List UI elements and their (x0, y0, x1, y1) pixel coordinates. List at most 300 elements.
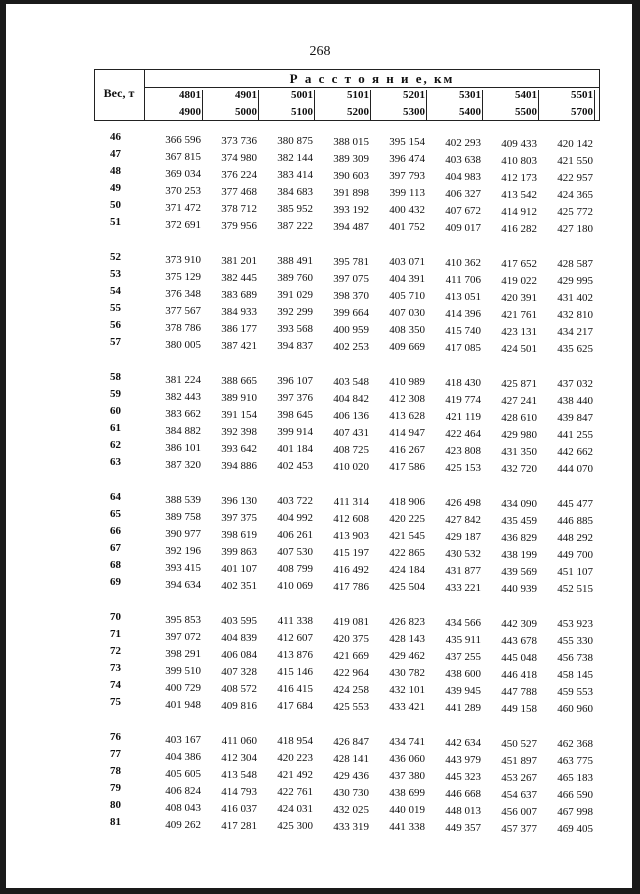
distance-header: Р а с с т о я н и е, км (289, 71, 455, 86)
range-divider (482, 90, 483, 120)
row-weight: 63 (110, 456, 121, 468)
table-cell: 428 143 (389, 633, 425, 646)
table-cell: 451 897 (501, 754, 537, 767)
table-cell: 435 625 (557, 343, 593, 356)
table-cell: 404 391 (389, 273, 425, 286)
table-cell: 404 386 (165, 751, 201, 763)
row-weight: 62 (110, 439, 121, 451)
table-cell: 415 146 (277, 666, 313, 679)
table-cell: 399 863 (221, 545, 257, 558)
table-cell: 417 085 (445, 342, 481, 354)
table-cell: 385 952 (277, 203, 313, 216)
row-weight: 67 (110, 542, 121, 554)
table-cell: 428 610 (501, 411, 537, 424)
table-cell: 403 167 (165, 734, 201, 746)
table-cell: 428 587 (557, 258, 593, 271)
row-weight: 68 (110, 559, 121, 571)
table-cell: 465 183 (557, 772, 593, 785)
table-cell: 399 510 (165, 665, 201, 677)
table-cell: 438 440 (557, 395, 593, 408)
row-weight: 60 (110, 405, 121, 417)
table-cell: 410 020 (333, 460, 369, 473)
table-cell: 420 375 (333, 632, 369, 645)
table-cell: 455 330 (557, 635, 593, 648)
range-to: 5500 (515, 106, 537, 118)
table-cell: 440 939 (501, 582, 537, 595)
table-cell: 447 788 (501, 685, 537, 698)
table-cell: 425 504 (389, 581, 425, 594)
table-cell: 430 730 (333, 786, 369, 799)
range-from: 4801 (179, 89, 201, 101)
table-cell: 436 829 (501, 531, 537, 544)
table-cell: 422 464 (445, 428, 481, 440)
range-to: 5700 (571, 106, 593, 118)
distance-range-header (329, 88, 369, 119)
table-cell: 397 075 (333, 272, 369, 285)
table-cell: 397 072 (165, 631, 201, 643)
table-cell: 443 678 (501, 634, 537, 647)
table-cell: 446 418 (501, 668, 537, 681)
table-cell: 423 808 (445, 445, 481, 457)
table-cell: 415 740 (445, 325, 481, 337)
table-cell: 430 782 (389, 667, 425, 680)
table-cell: 382 445 (221, 271, 257, 284)
table-cell: 417 281 (221, 819, 257, 832)
table-cell: 420 223 (277, 752, 313, 765)
table-cell: 431 402 (557, 292, 593, 305)
table-cell: 410 803 (501, 154, 537, 167)
table-cell: 378 786 (165, 322, 201, 334)
table-cell: 391 154 (221, 408, 257, 421)
table-cell: 401 948 (165, 699, 201, 711)
table-cell: 441 255 (557, 429, 593, 442)
row-weight: 72 (110, 645, 121, 657)
distance-range-header (553, 88, 593, 119)
row-weight: 57 (110, 336, 121, 348)
table-cell: 445 477 (557, 498, 593, 511)
table-cell: 406 261 (277, 529, 313, 542)
table-cell: 453 923 (557, 618, 593, 631)
table-cell: 393 192 (333, 203, 369, 216)
range-divider (370, 90, 371, 120)
table-cell: 417 586 (389, 461, 425, 474)
table-cell: 439 945 (445, 685, 481, 697)
table-cell: 425 871 (501, 377, 537, 390)
table-cell: 394 837 (277, 340, 313, 353)
table-cell: 386 101 (165, 442, 201, 454)
table-cell: 441 338 (389, 821, 425, 834)
table-cell: 446 885 (557, 515, 593, 528)
table-cell: 387 421 (221, 339, 257, 352)
page-number: 268 (309, 44, 331, 59)
table-cell: 393 642 (221, 442, 257, 455)
table-cell: 463 775 (557, 755, 593, 768)
table-cell: 397 376 (277, 392, 313, 405)
table-cell: 408 799 (277, 563, 313, 576)
table-cell: 417 786 (333, 580, 369, 593)
table-cell: 371 472 (165, 202, 201, 214)
range-from: 5201 (403, 89, 425, 101)
table-cell: 383 414 (277, 169, 313, 182)
table-cell: 434 741 (389, 736, 425, 749)
table-cell: 404 842 (333, 392, 369, 405)
table-cell: 406 084 (221, 648, 257, 661)
table-cell: 438 600 (445, 668, 481, 680)
row-weight: 78 (110, 765, 121, 777)
table-cell: 418 954 (277, 735, 313, 748)
row-weight: 47 (110, 148, 121, 160)
table-cell: 430 532 (445, 548, 481, 560)
table-cell: 395 853 (165, 614, 201, 626)
table-cell: 436 060 (389, 753, 425, 766)
row-weight: 70 (110, 611, 121, 623)
table-cell: 388 015 (333, 135, 369, 148)
table-cell: 394 886 (221, 459, 257, 472)
table-cell: 424 184 (389, 564, 425, 577)
table-cell: 423 131 (501, 325, 537, 338)
table-cell: 416 037 (221, 802, 257, 815)
table-cell: 462 368 (557, 738, 593, 751)
table-cell: 429 462 (389, 650, 425, 663)
row-weight: 79 (110, 782, 121, 794)
row-weight: 52 (110, 251, 121, 263)
table-cell: 459 553 (557, 686, 593, 699)
table-cell: 396 474 (389, 153, 425, 166)
table-cell: 392 196 (165, 545, 201, 557)
row-weight: 51 (110, 216, 121, 228)
table-cell: 445 323 (445, 771, 481, 783)
table-cell: 437 380 (389, 770, 425, 783)
scan-border-top (0, 0, 640, 4)
table-cell: 393 568 (277, 323, 313, 336)
table-cell: 380 875 (277, 135, 313, 148)
table-cell: 387 222 (277, 220, 313, 233)
table-cell: 400 729 (165, 682, 201, 694)
table-cell: 366 596 (165, 134, 201, 146)
table-cell: 418 430 (445, 377, 481, 389)
table-cell: 390 603 (333, 169, 369, 182)
table-cell: 442 634 (445, 737, 481, 749)
table-cell: 425 300 (277, 820, 313, 833)
range-to: 4900 (179, 106, 201, 118)
table-cell: 424 258 (333, 683, 369, 696)
range-from: 5301 (459, 89, 481, 101)
table-cell: 409 669 (389, 341, 425, 354)
table-cell: 444 070 (557, 463, 593, 476)
table-cell: 401 752 (389, 221, 425, 234)
table-cell: 383 662 (165, 408, 201, 420)
table-cell: 397 375 (221, 511, 257, 524)
table-cell: 431 350 (501, 445, 537, 458)
table-cell: 421 119 (445, 411, 481, 423)
row-weight: 46 (110, 131, 121, 143)
table-cell: 416 267 (389, 444, 425, 457)
row-weight: 81 (110, 816, 121, 828)
table-cell: 425 772 (557, 206, 593, 219)
table-cell: 403 722 (277, 495, 313, 508)
range-from: 5401 (515, 89, 537, 101)
table-cell: 448 013 (445, 805, 481, 817)
table-cell: 410 989 (389, 376, 425, 389)
table-cell: 405 710 (389, 290, 425, 303)
row-weight: 74 (110, 679, 121, 691)
table-cell: 411 314 (333, 495, 369, 508)
table-cell: 426 498 (445, 497, 481, 509)
table-cell: 382 443 (165, 391, 201, 403)
table-cell: 414 947 (389, 427, 425, 440)
table-cell: 434 566 (445, 617, 481, 629)
table-cell: 390 977 (165, 528, 201, 540)
table-cell: 427 241 (501, 394, 537, 407)
table-cell: 435 459 (501, 514, 537, 527)
table-cell: 377 468 (221, 185, 257, 198)
table-cell: 450 527 (501, 737, 537, 750)
table-cell: 402 293 (445, 137, 481, 149)
table-cell: 413 542 (501, 188, 537, 201)
table-cell: 399 914 (277, 426, 313, 439)
table-cell: 425 153 (445, 462, 481, 474)
table-cell: 412 173 (501, 171, 537, 184)
table-cell: 428 141 (333, 752, 369, 765)
table-cell: 422 761 (277, 786, 313, 799)
table-cell: 408 043 (165, 802, 201, 814)
table-cell: 388 665 (221, 374, 257, 387)
table-cell: 367 815 (165, 151, 201, 163)
table-cell: 413 548 (221, 768, 257, 781)
table-cell: 395 154 (389, 136, 425, 149)
table-cell: 404 983 (445, 171, 481, 183)
row-weight: 59 (110, 388, 121, 400)
table-cell: 413 628 (389, 410, 425, 423)
table-cell: 408 725 (333, 443, 369, 456)
table-cell: 383 689 (221, 288, 257, 301)
table-cell: 389 910 (221, 391, 257, 404)
table-cell: 382 144 (277, 152, 313, 165)
table-cell: 449 357 (445, 822, 481, 834)
table-cell: 457 377 (501, 822, 537, 835)
table-cell: 458 145 (557, 669, 593, 682)
table-cell: 422 865 (389, 547, 425, 560)
table-cell: 370 253 (165, 185, 201, 197)
table-cell: 438 699 (389, 787, 425, 800)
range-divider (538, 90, 539, 120)
table-cell: 432 720 (501, 462, 537, 475)
distance-range-header (273, 88, 313, 119)
table-cell: 403 548 (333, 375, 369, 388)
table-cell: 400 959 (333, 323, 369, 336)
table-cell: 420 142 (557, 138, 593, 151)
table-cell: 411 060 (221, 734, 257, 747)
row-weight: 66 (110, 525, 121, 537)
table-cell: 386 177 (221, 322, 257, 335)
row-weight: 71 (110, 628, 121, 640)
table-cell: 414 396 (445, 308, 481, 320)
table-cell: 420 391 (501, 291, 537, 304)
table-cell: 427 180 (557, 223, 593, 236)
range-from: 4901 (235, 89, 257, 101)
table-cell: 376 348 (165, 288, 201, 300)
table-cell: 392 299 (277, 306, 313, 319)
table-cell: 454 637 (501, 788, 537, 801)
table-cell: 406 136 (333, 409, 369, 422)
table-cell: 429 436 (333, 769, 369, 782)
table-cell: 448 292 (557, 532, 593, 545)
row-weight: 65 (110, 508, 121, 520)
table-cell: 409 017 (445, 222, 481, 234)
weight-column-header: Вес, т (103, 86, 135, 100)
table-cell: 378 712 (221, 202, 257, 215)
table-cell: 375 129 (165, 271, 201, 283)
table-cell: 469 405 (557, 823, 593, 836)
table-cell: 373 910 (165, 254, 201, 266)
table-cell: 433 421 (389, 701, 425, 714)
range-to: 5300 (403, 106, 425, 118)
table-cell: 398 370 (333, 289, 369, 302)
table-cell: 411 338 (277, 615, 313, 628)
table-cell: 391 898 (333, 186, 369, 199)
table-cell: 440 019 (389, 804, 425, 817)
table-cell: 403 595 (221, 614, 257, 627)
row-weight: 50 (110, 199, 121, 211)
table-cell: 421 761 (501, 308, 537, 321)
table-cell: 437 032 (557, 378, 593, 391)
table-cell: 409 433 (501, 137, 537, 150)
table-cell: 456 007 (501, 805, 537, 818)
table-cell: 412 608 (333, 512, 369, 525)
row-weight: 75 (110, 696, 121, 708)
table-cell: 373 736 (221, 134, 257, 147)
row-weight: 73 (110, 662, 121, 674)
table-cell: 439 569 (501, 565, 537, 578)
table-cell: 409 262 (165, 819, 201, 831)
table-cell: 441 289 (445, 702, 481, 714)
table-cell: 396 130 (221, 494, 257, 507)
table-cell: 404 992 (277, 512, 313, 525)
table-cell: 446 668 (445, 788, 481, 800)
row-weight: 56 (110, 319, 121, 331)
table-cell: 437 255 (445, 651, 481, 663)
table-cell: 422 957 (557, 172, 593, 185)
table-cell: 411 706 (445, 274, 481, 286)
table-cell: 426 823 (389, 616, 425, 629)
table-cell: 384 933 (221, 305, 257, 318)
range-divider (426, 90, 427, 120)
table-cell: 413 876 (277, 649, 313, 662)
row-weight: 58 (110, 371, 121, 383)
table-cell: 381 224 (165, 374, 201, 386)
table-cell: 384 683 (277, 186, 313, 199)
table-cell: 412 607 (277, 632, 313, 645)
table-cell: 377 567 (165, 305, 201, 317)
table-cell: 388 491 (277, 255, 313, 268)
table-cell: 396 107 (277, 375, 313, 388)
table-cell: 407 328 (221, 665, 257, 678)
range-to: 5400 (459, 106, 481, 118)
range-divider (202, 90, 203, 120)
table-cell: 429 187 (445, 531, 481, 543)
table-cell: 402 453 (277, 460, 313, 473)
table-cell: 394 487 (333, 220, 369, 233)
table-cell: 453 267 (501, 771, 537, 784)
table-cell: 389 309 (333, 152, 369, 165)
row-weight: 64 (110, 491, 121, 503)
table-cell: 407 530 (277, 546, 313, 559)
table-cell: 451 107 (557, 566, 593, 579)
range-divider (594, 90, 595, 120)
range-to: 5000 (235, 106, 257, 118)
row-weight: 54 (110, 285, 121, 297)
table-cell: 372 691 (165, 219, 201, 231)
range-divider (258, 90, 259, 120)
table-cell: 414 793 (221, 785, 257, 798)
table-cell: 413 051 (445, 291, 481, 303)
table-cell: 424 365 (557, 189, 593, 202)
table-cell: 381 201 (221, 254, 257, 267)
range-from: 5501 (571, 89, 593, 101)
table-cell: 449 700 (557, 549, 593, 562)
table-cell: 417 652 (501, 257, 537, 270)
table-cell: 421 669 (333, 649, 369, 662)
table-cell: 435 911 (445, 634, 481, 646)
table-cell: 432 810 (557, 309, 593, 322)
table-cell: 395 781 (333, 255, 369, 268)
row-weight: 69 (110, 576, 121, 588)
scan-border-left (0, 0, 6, 894)
table-cell: 387 320 (165, 459, 201, 471)
table-cell: 416 282 (501, 222, 537, 235)
table-cell: 388 539 (165, 494, 201, 506)
table-cell: 405 605 (165, 768, 201, 780)
table-cell: 420 225 (389, 513, 425, 526)
table-cell: 398 645 (277, 409, 313, 422)
distance-range-header (441, 88, 481, 119)
table-cell: 422 964 (333, 666, 369, 679)
table-cell: 442 662 (557, 446, 593, 459)
table-cell: 445 048 (501, 651, 537, 664)
table-cell: 431 877 (445, 565, 481, 577)
range-divider (314, 90, 315, 120)
table-cell: 443 979 (445, 754, 481, 766)
table-cell: 427 842 (445, 514, 481, 526)
table-cell: 449 158 (501, 702, 537, 715)
table-cell: 433 319 (333, 820, 369, 833)
scan-border-right (632, 0, 640, 894)
table-cell: 460 960 (557, 703, 593, 716)
table-cell: 416 492 (333, 563, 369, 576)
table-cell: 425 553 (333, 700, 369, 713)
table-cell: 419 774 (445, 394, 481, 406)
table-cell: 400 432 (389, 204, 425, 217)
table-cell: 408 572 (221, 682, 257, 695)
table-cell: 410 069 (277, 580, 313, 593)
table-cell: 408 350 (389, 324, 425, 337)
table-cell: 403 638 (445, 154, 481, 166)
row-weight: 76 (110, 731, 121, 743)
table-cell: 384 882 (165, 425, 201, 437)
table-cell: 402 253 (333, 340, 369, 353)
table-cell: 429 980 (501, 428, 537, 441)
table-cell: 456 738 (557, 652, 593, 665)
table-cell: 467 998 (557, 806, 593, 819)
table-cell: 407 030 (389, 307, 425, 320)
table-cell: 401 184 (277, 443, 313, 456)
table-cell: 407 672 (445, 205, 481, 217)
table-cell: 432 025 (333, 803, 369, 816)
table-cell: 379 956 (221, 219, 257, 232)
distance-range-header (217, 88, 257, 119)
table-cell: 398 619 (221, 528, 257, 541)
table-cell: 389 758 (165, 511, 201, 523)
